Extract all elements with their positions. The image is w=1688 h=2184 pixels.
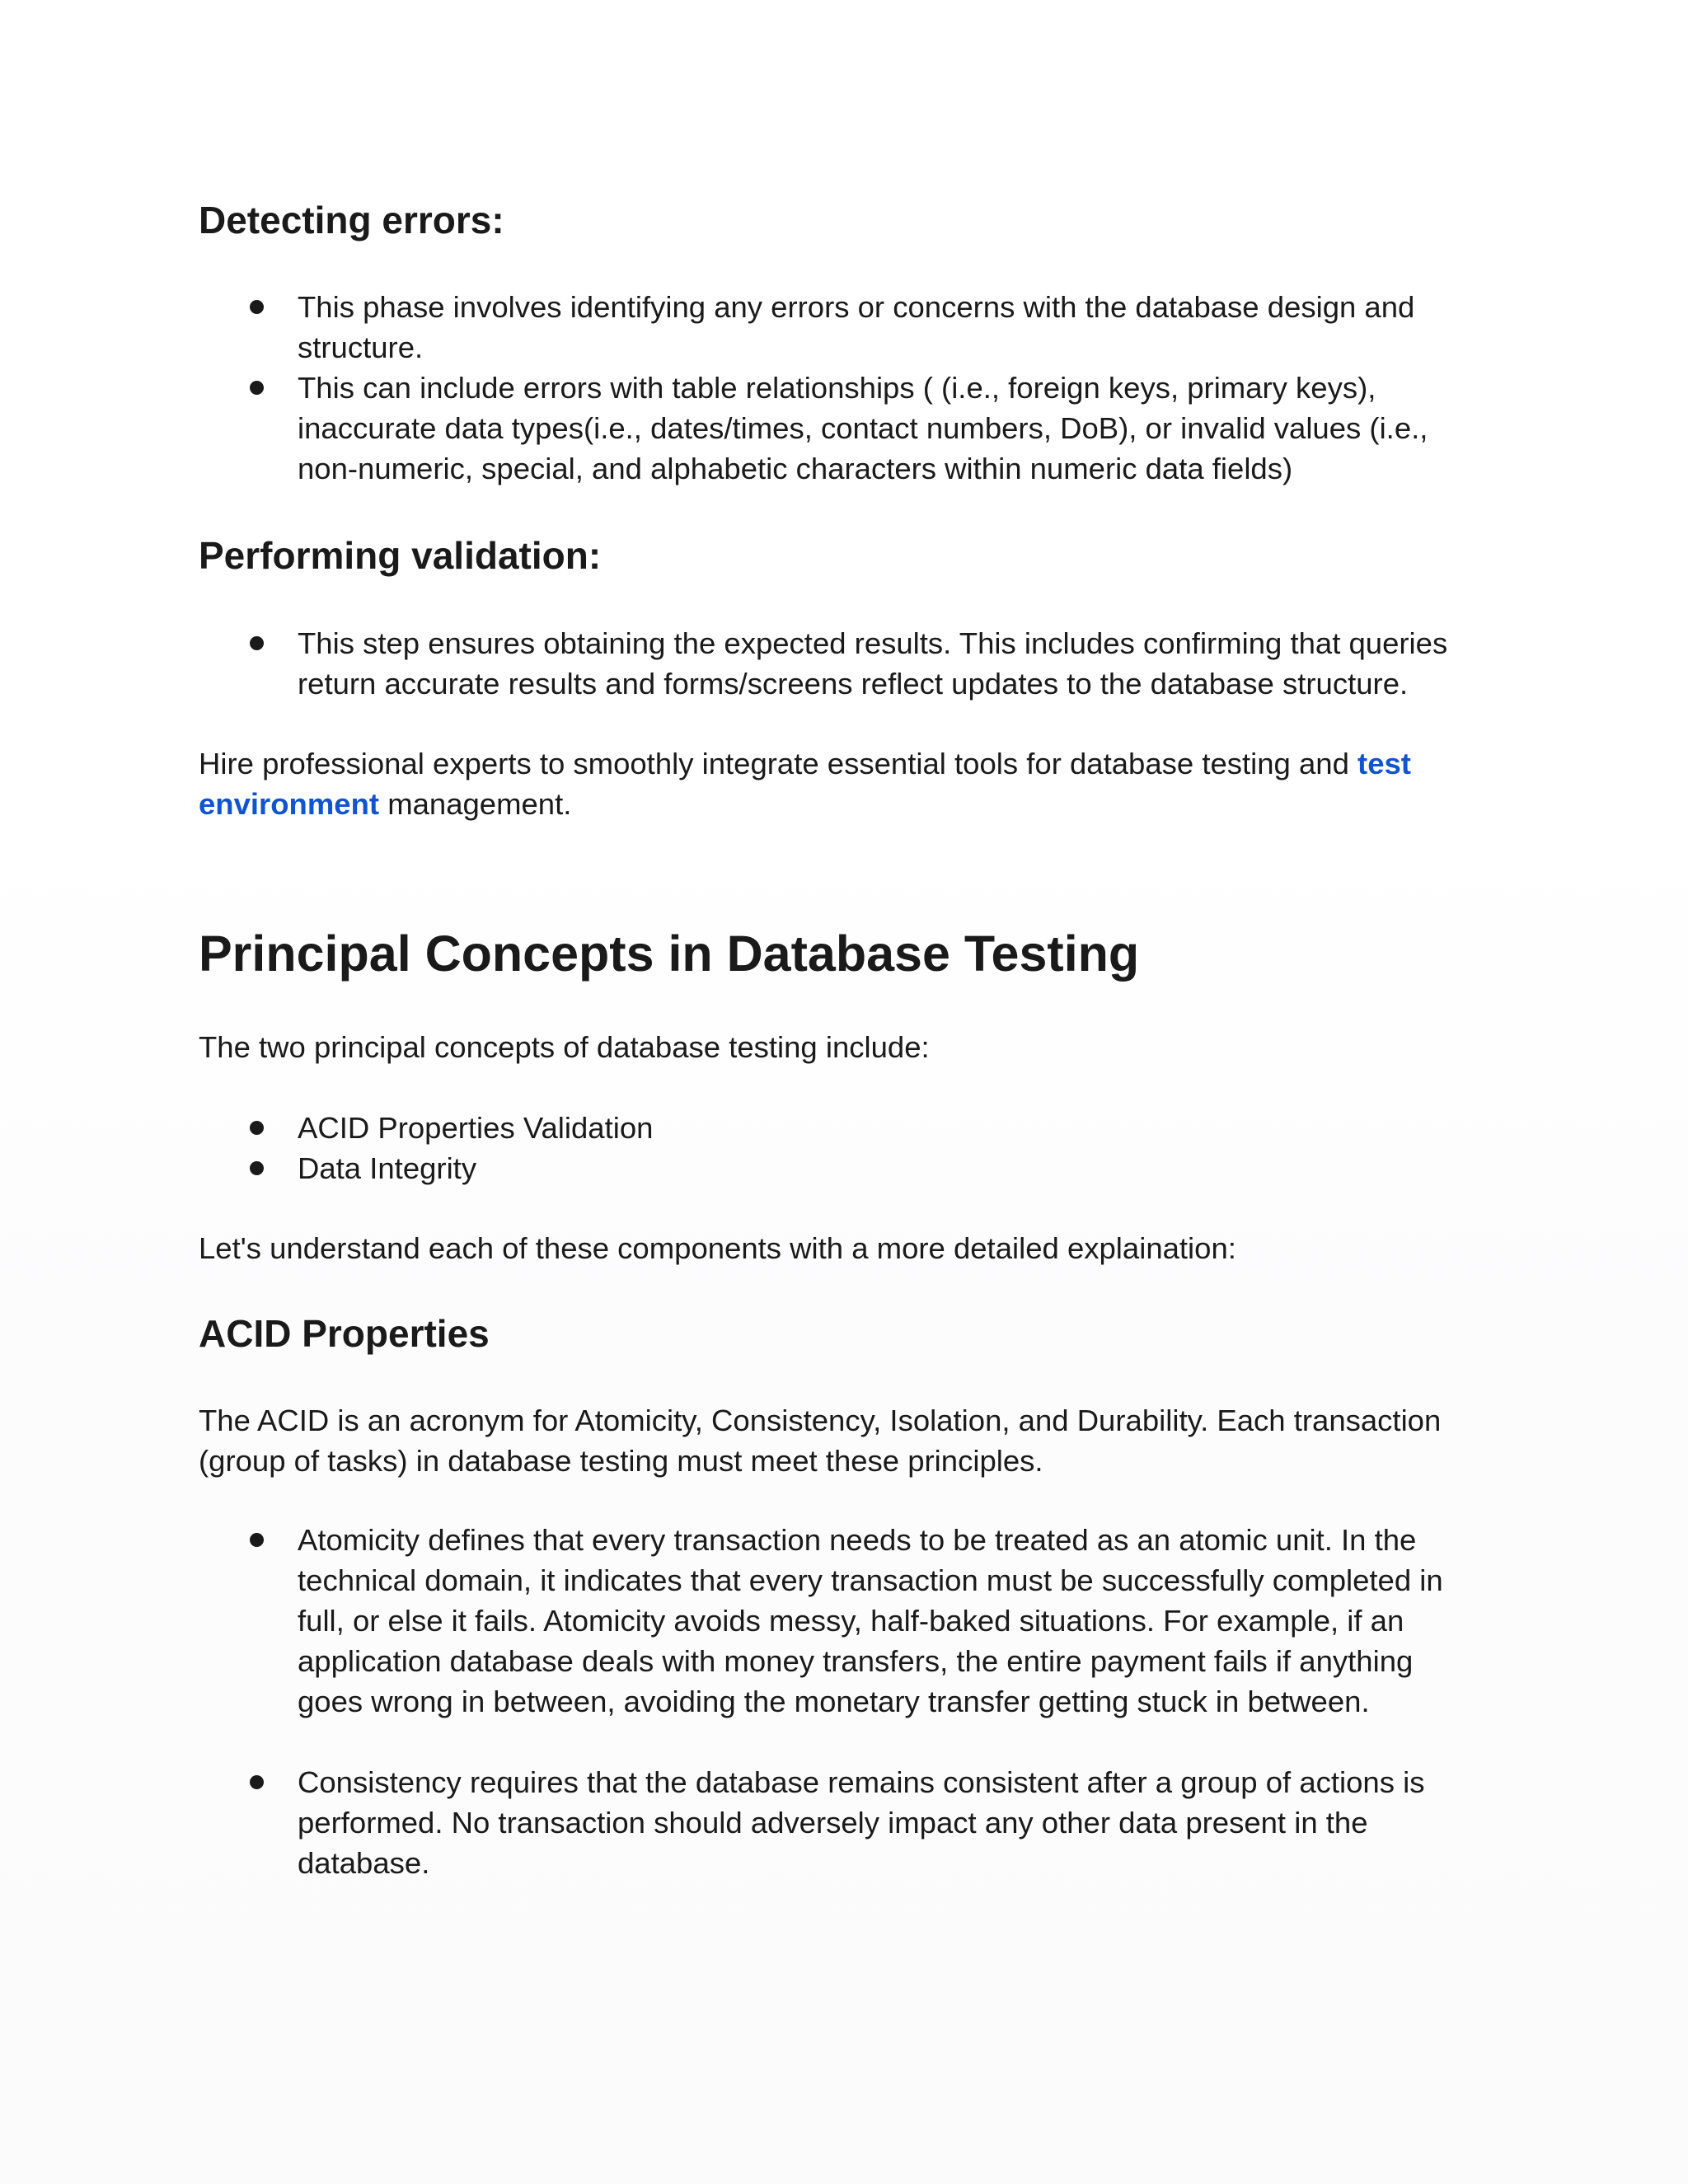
acid-intro: The ACID is an acronym for Atomicity, Consistency, Isolation, and Durability. Each transaction (group of tasks) in database testing must meet these principles. bbox=[199, 1404, 1442, 1478]
list-item bbox=[199, 287, 1484, 368]
list-item-text: Consistency requires that the database remains consistent after a group of actions is performed. No transaction should adversely impact any other data present in the database. bbox=[298, 1765, 1425, 1880]
list-item-text: This can include errors with table relationships ( (i.e., foreign keys, primary keys), inaccurate data types(i.e., dates/times, contact numbers, DoB), or invalid values (i.e., non-numeric, special, and alphabetic characters within numeric data fields) bbox=[298, 371, 1428, 485]
list-item bbox=[199, 368, 1484, 489]
hire-text-before: Hire professional experts to smoothly integrate essential tools for database testing and bbox=[199, 747, 1358, 780]
list-item bbox=[199, 1520, 1484, 1722]
list-item-text: Atomicity defines that every transaction needs to be treated as an atomic unit. In the technical domain, it indicates that every transaction must be successfully completed in full, or else it fails. Atomicity avoids messy, half-baked situations. For example, if an application database deals with money transfers, the entire payment fails if anything goes wrong in between, avoiding the monetary transfer getting stuck in between. bbox=[298, 1523, 1443, 1718]
heading-detecting-errors: Detecting errors: bbox=[199, 199, 504, 241]
list-item-text: ACID Properties Validation bbox=[298, 1111, 654, 1145]
list-item-text: This phase involves identifying any errors or concerns with the database design and structure. bbox=[298, 290, 1415, 364]
validation-list bbox=[199, 623, 1484, 704]
heading-acid-properties: ACID Properties bbox=[199, 1312, 490, 1355]
bullet-icon bbox=[250, 381, 264, 395]
heading-performing-validation: Performing validation: bbox=[199, 534, 602, 577]
bullet-icon bbox=[250, 636, 264, 650]
hire-experts-paragraph bbox=[199, 743, 1468, 824]
test-environment-link[interactable]: test environment bbox=[199, 747, 1411, 821]
bullet-icon bbox=[250, 1121, 264, 1135]
list-item-text: Data Integrity bbox=[298, 1151, 477, 1185]
bullet-icon bbox=[250, 1775, 264, 1789]
acid-properties-list bbox=[199, 1520, 1484, 1883]
page-title-principal-concepts: Principal Concepts in Database Testing bbox=[199, 926, 1140, 982]
detecting-errors-list bbox=[199, 287, 1484, 489]
principal-intro: The two principal concepts of database testing include: bbox=[199, 1030, 930, 1064]
bullet-icon bbox=[250, 1533, 264, 1547]
list-item bbox=[199, 623, 1484, 704]
bullet-icon bbox=[250, 300, 264, 314]
list-item bbox=[199, 1108, 1484, 1148]
list-item bbox=[199, 1148, 1484, 1188]
principal-outro: Let's understand each of these components with a more detailed explaination: bbox=[199, 1231, 1236, 1265]
bullet-icon bbox=[250, 1161, 264, 1175]
list-item bbox=[199, 1762, 1484, 1883]
list-item-text: This step ensures obtaining the expected results. This includes confirming that queries return accurate results and forms/screens reflect updates to the database structure. bbox=[298, 626, 1448, 701]
hire-text-after: management. bbox=[379, 787, 572, 821]
principal-concepts-list bbox=[199, 1108, 1484, 1188]
